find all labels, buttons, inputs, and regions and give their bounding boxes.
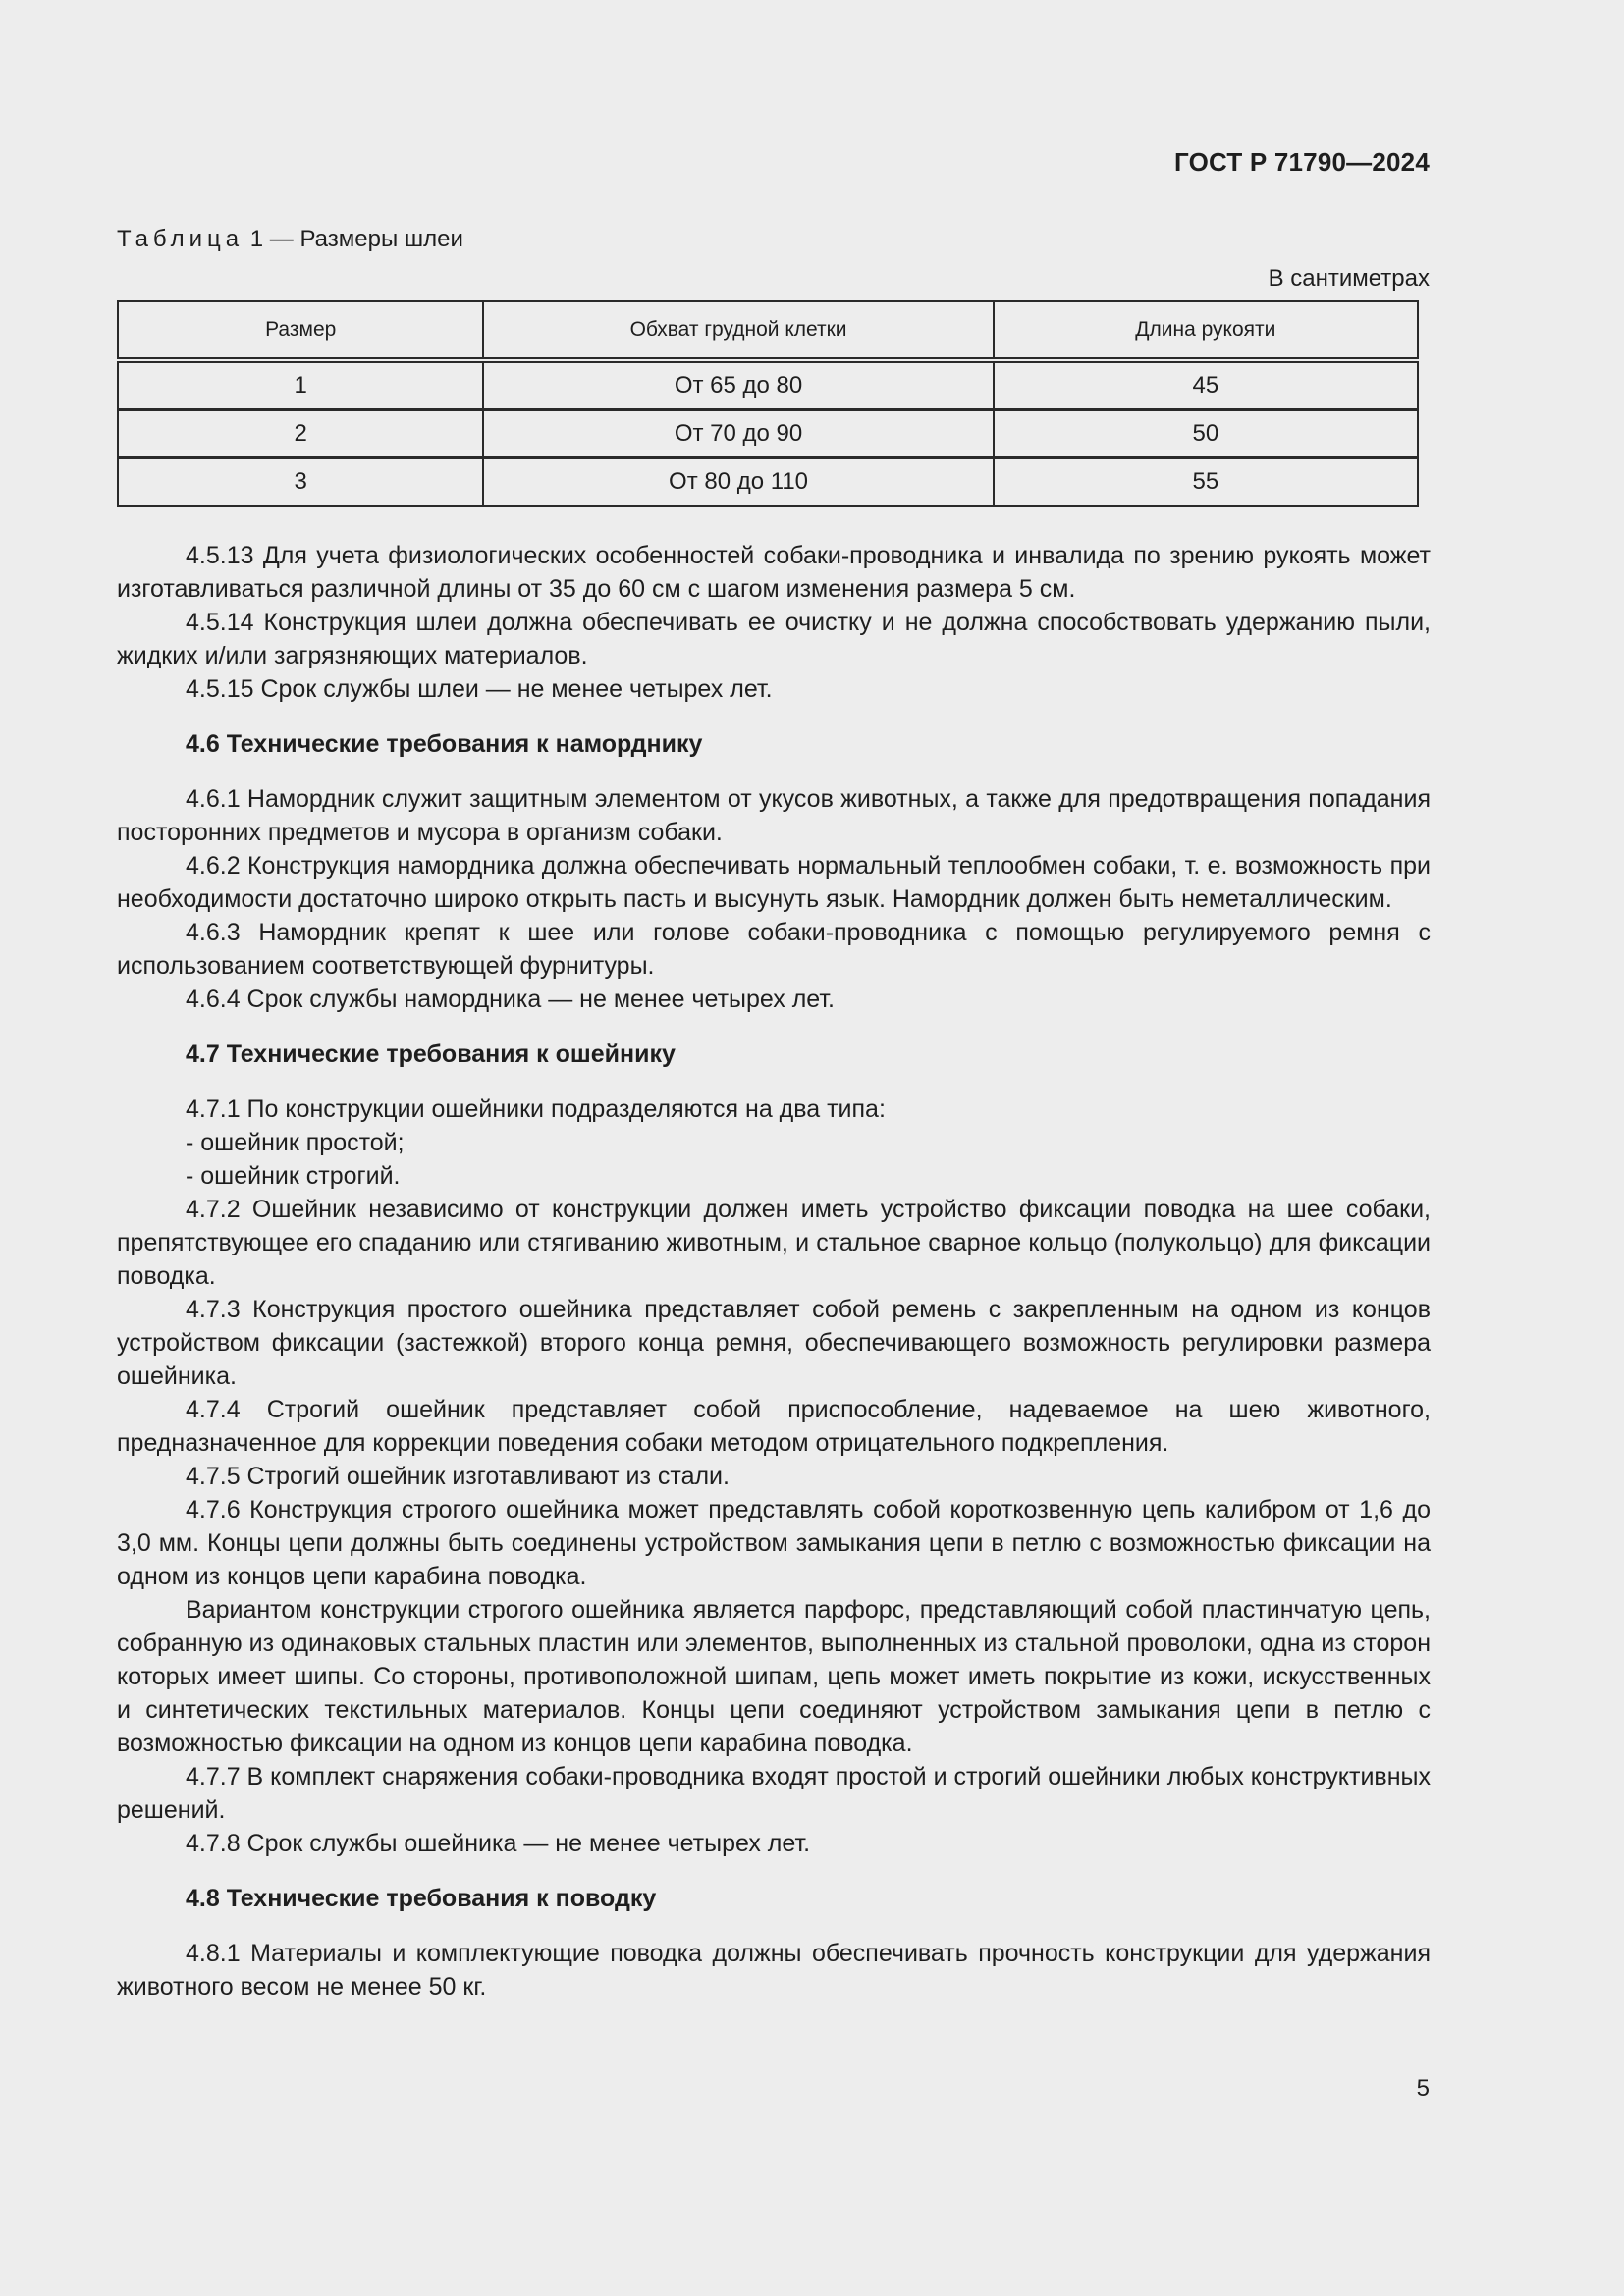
paragraph-parfors-variant: Вариантом конструкции строгого ошейника является парфорс, представляющий собой пластинчатую цепь, собранную из одинаковых стальных пластин или элементов, выполненных из стальной проволоки, одна из сторон которых имеет шипы. Со стороны, противоположной шипам, цепь может иметь покрытие из кожи, искусственных и синтетических текстильных материалов. Концы цепи соединяют устройством замыкания цепи в петлю с возможностью фиксации на одном из концов цепи карабина поводка. (117, 1596, 1431, 1757)
sizes-table (117, 300, 1419, 507)
table-row (118, 360, 1418, 410)
paragraph-4-6-1: 4.6.1 Намордник служит защитным элементом от укусов животных, а также для предотвращения попадания посторонних предметов и мусора в организм собаки. (117, 785, 1431, 846)
table-caption (117, 226, 463, 253)
section-heading-4-8: 4.8 Технические требования к поводку (186, 1885, 657, 1912)
table-row (118, 458, 1418, 507)
paragraph-4-7-4: 4.7.4 Строгий ошейник представляет собой приспособление, надеваемое на шею животного, предназначенное для коррекции поведения собаки методом отрицательного подкрепления. (117, 1396, 1431, 1457)
cell-size: 2 (118, 410, 483, 458)
body-text (117, 539, 1431, 2003)
list-item: - ошейник простой; (186, 1129, 405, 1156)
paragraph-4-6-4: 4.6.4 Срок службы намордника — не менее четырех лет. (186, 986, 835, 1013)
table-header-row (118, 301, 1418, 360)
table-units: В сантиметрах (1268, 265, 1430, 292)
paragraph-4-5-15: 4.5.15 Срок службы шлеи — не менее четырех лет. (186, 675, 773, 703)
paragraph-4-6-2: 4.6.2 Конструкция намордника должна обеспечивать нормальный теплообмен собаки, т. е. возможность при необходимости достаточно широко открыть пасть и высунуть язык. Намордник должен быть неметаллическим. (117, 852, 1431, 913)
paragraph-4-5-13: 4.5.13 Для учета физиологических особенностей собаки-проводника и инвалида по зрению рукоять может изготавливаться различной длины от 35 до 60 см с шагом изменения размера 5 см. (117, 542, 1431, 603)
cell-chest-girth: От 65 до 80 (483, 360, 993, 410)
paragraph-4-7-3: 4.7.3 Конструкция простого ошейника представляет собой ремень с закрепленным на одном из концов устройством фиксации (застежкой) второго конца ремня, обеспечивающего возможность регулировки размера ошейника. (117, 1296, 1431, 1390)
page-number: 5 (1416, 2075, 1430, 2102)
cell-size: 1 (118, 360, 483, 410)
section-heading-4-7: 4.7 Технические требования к ошейнику (186, 1041, 676, 1068)
cell-handle-length: 50 (994, 410, 1418, 458)
section-heading-4-6: 4.6 Технические требования к наморднику (186, 730, 703, 758)
paragraph-4-8-1: 4.8.1 Материалы и комплектующие поводка должны обеспечивать прочность конструкции для удержания животного весом не менее 50 кг. (117, 1940, 1431, 2001)
column-header-handle-length: Длина рукояти (994, 301, 1418, 360)
cell-chest-girth: От 70 до 90 (483, 410, 993, 458)
cell-size: 3 (118, 458, 483, 507)
table-caption-title: 1 — Размеры шлеи (244, 226, 463, 252)
column-header-size: Размер (118, 301, 483, 360)
paragraph-4-7-1: 4.7.1 По конструкции ошейники подразделяются на два типа: (186, 1095, 886, 1123)
column-header-chest-girth: Обхват грудной клетки (483, 301, 993, 360)
table-row (118, 410, 1418, 458)
cell-handle-length: 55 (994, 458, 1418, 507)
cell-chest-girth: От 80 до 110 (483, 458, 993, 507)
cell-handle-length: 45 (994, 360, 1418, 410)
paragraph-4-7-7: 4.7.7 В комплект снаряжения собаки-проводника входят простой и строгий ошейники любых конструктивных решений. (117, 1763, 1431, 1824)
paragraph-4-7-5: 4.7.5 Строгий ошейник изготавливают из стали. (186, 1463, 730, 1490)
list-item: - ошейник строгий. (186, 1162, 401, 1190)
paragraph-4-6-3: 4.6.3 Намордник крепят к шее или голове собаки-проводника с помощью регулируемого ремня с использованием соответствующей фурнитуры. (117, 919, 1431, 980)
standard-id: ГОСТ Р 71790—2024 (1174, 147, 1430, 177)
paragraph-4-7-6: 4.7.6 Конструкция строгого ошейника может представлять собой короткозвенную цепь калибром от 1,6 до 3,0 мм. Концы цепи должны быть соединены устройством замыкания цепи в петлю с возможностью фиксации на одном из концов цепи карабина поводка. (117, 1496, 1431, 1590)
paragraph-4-5-14: 4.5.14 Конструкция шлеи должна обеспечивать ее очистку и не должна способствовать удержанию пыли, жидких и/или загрязняющих материалов. (117, 609, 1431, 669)
paragraph-4-7-8: 4.7.8 Срок службы ошейника — не менее четырех лет. (186, 1830, 811, 1857)
table-caption-label: Таблица (117, 226, 244, 252)
paragraph-4-7-2: 4.7.2 Ошейник независимо от конструкции должен иметь устройство фиксации поводка на шее собаки, препятствующее его спаданию или стягиванию животным, и стальное сварное кольцо (полукольцо) для фиксации поводка. (117, 1196, 1431, 1290)
